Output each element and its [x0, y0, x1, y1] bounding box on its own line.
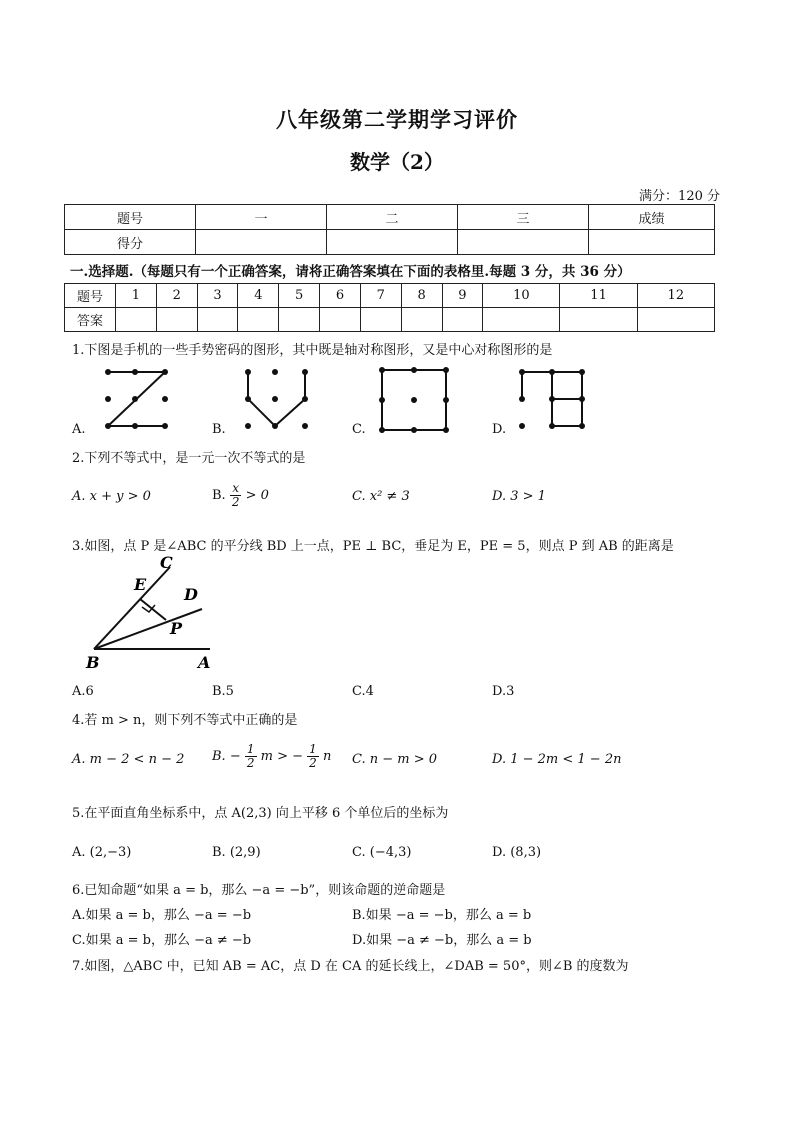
fraction-numerator: 1 — [309, 742, 317, 756]
question-2-stem: 2.下列不等式中，是一元一次不等式的是 — [72, 451, 306, 466]
question-7-stem: 7.如图，△ABC 中，已知 AB = AC，点 D 在 CA 的延长线上，∠DAB = 50°，则∠B 的度数为 — [72, 959, 629, 974]
answer-cell[interactable] — [116, 308, 157, 332]
fraction-numerator: x — [230, 482, 242, 496]
q2-option-b-prefix: B. — [212, 488, 226, 503]
q6-option-d[interactable]: D.如果 −a ≠ −b，那么 a = b — [352, 933, 532, 948]
q5-option-c[interactable]: C. (−4,3) — [352, 845, 412, 860]
answer-cell[interactable] — [401, 308, 442, 332]
answer-cell[interactable] — [156, 308, 197, 332]
score-table — [64, 204, 715, 255]
question-number: 10 — [483, 284, 560, 308]
question-number: 11 — [560, 284, 637, 308]
question-number: 7 — [360, 284, 401, 308]
label-p: P — [170, 619, 183, 638]
question-number: 3 — [197, 284, 238, 308]
q6-option-b[interactable]: B.如果 −a = −b，那么 a = b — [352, 908, 532, 923]
q2-option-b-fraction — [230, 482, 242, 509]
question-number: 6 — [320, 284, 361, 308]
q5-option-d[interactable]: D. (8,3) — [492, 845, 542, 860]
question-4-stem: 4.若 m > n，则下列不等式中正确的是 — [72, 713, 298, 728]
score-cell[interactable] — [327, 230, 458, 255]
gesture-pattern-square — [376, 364, 456, 434]
q6-option-c[interactable]: C.如果 a = b，那么 −a ≠ −b — [72, 933, 252, 948]
q4-option-d[interactable]: D. 1 − 2m < 1 − 2n — [492, 752, 622, 767]
gesture-pattern-v — [240, 364, 320, 434]
label-e: E — [134, 575, 147, 594]
q6-option-a[interactable]: A.如果 a = b，那么 −a = −b — [72, 908, 252, 923]
answer-cell[interactable] — [279, 308, 320, 332]
q2-option-a[interactable]: A. x + y > 0 — [72, 489, 151, 504]
question-number: 5 — [279, 284, 320, 308]
fraction-denominator: 2 — [246, 756, 255, 770]
score-table-header: 题号 — [65, 205, 196, 230]
score-table-header: 二 — [327, 205, 458, 230]
q4-option-b-mid: m > − — [260, 749, 304, 764]
answer-cell[interactable] — [637, 308, 714, 332]
answer-cell[interactable] — [442, 308, 483, 332]
q4-option-b[interactable] — [212, 743, 331, 770]
label-b: B — [86, 653, 100, 672]
q3-option-a[interactable]: A.6 — [72, 684, 94, 699]
label-a: A — [198, 653, 211, 672]
q4-option-b-tail: n — [322, 749, 332, 764]
answer-row-label: 答案 — [65, 308, 116, 332]
answer-row-label: 题号 — [65, 284, 116, 308]
score-table-header: 一 — [196, 205, 327, 230]
fraction-denominator: 2 — [231, 495, 240, 509]
score-cell[interactable] — [458, 230, 589, 255]
answer-cell[interactable] — [483, 308, 560, 332]
question-3-stem: 3.如图，点 P 是∠ABC 的平分线 BD 上一点，PE ⊥ BC，垂足为 E，PE = 5，则点 P 到 AB 的距离是 — [72, 539, 674, 554]
score-row-label: 得分 — [65, 230, 196, 255]
fraction-numerator: 1 — [246, 742, 255, 756]
q4-option-a[interactable]: A. m − 2 < n − 2 — [72, 752, 185, 767]
score-table-header: 三 — [458, 205, 589, 230]
full-score: 满分：120 分 — [639, 189, 720, 204]
answer-cell[interactable] — [560, 308, 637, 332]
q4-option-c[interactable]: C. n − m > 0 — [352, 752, 438, 767]
answer-cell[interactable] — [320, 308, 361, 332]
question-number: 2 — [156, 284, 197, 308]
question-number: 4 — [238, 284, 279, 308]
angle-bisector-figure — [80, 552, 220, 674]
score-table-header: 成绩 — [589, 205, 715, 230]
question-number: 8 — [401, 284, 442, 308]
answer-cell[interactable] — [238, 308, 279, 332]
question-number: 9 — [442, 284, 483, 308]
q2-option-c[interactable]: C. x² ≠ 3 — [352, 489, 410, 504]
q3-option-b[interactable]: B.5 — [212, 684, 234, 699]
q1-option-b[interactable]: B. — [212, 422, 226, 437]
answer-cell[interactable] — [197, 308, 238, 332]
q4-option-b-fraction-2 — [307, 743, 319, 770]
question-number: 1 — [116, 284, 157, 308]
q4-option-b-prefix: B. − — [212, 749, 241, 764]
q2-option-d[interactable]: D. 3 > 1 — [492, 489, 546, 504]
q1-option-a[interactable]: A. — [72, 422, 86, 437]
answer-table — [64, 283, 715, 332]
question-6-stem: 6.已知命题“如果 a = b，那么 −a = −b”，则该命题的逆命题是 — [72, 883, 446, 898]
q1-option-d[interactable]: D. — [492, 422, 507, 437]
section-heading: 一.选择题.（每题只有一个正确答案，请将正确答案填在下面的表格里.每题 3 分，共 36 分） — [70, 264, 631, 280]
question-1-stem: 1.下图是手机的一些手势密码的图形，其中既是轴对称图形，又是中心对称图形的是 — [72, 343, 553, 358]
label-c: C — [160, 553, 173, 572]
q2-option-b-tail: > 0 — [245, 488, 269, 503]
q1-option-c[interactable]: C. — [352, 422, 366, 437]
answer-cell[interactable] — [360, 308, 401, 332]
gesture-pattern-z — [100, 364, 180, 434]
q2-option-b[interactable] — [212, 482, 269, 509]
q3-option-c[interactable]: C.4 — [352, 684, 374, 699]
q4-option-b-fraction-1 — [245, 743, 257, 770]
label-d: D — [184, 585, 198, 604]
page-title: 八年级第二学期学习评价 — [276, 107, 518, 132]
q3-option-d[interactable]: D.3 — [492, 684, 515, 699]
page-subtitle: 数学（2） — [350, 150, 444, 174]
score-cell[interactable] — [589, 230, 715, 255]
question-number: 12 — [637, 284, 714, 308]
q5-option-b[interactable]: B. (2,9) — [212, 845, 261, 860]
question-5-stem: 5.在平面直角坐标系中，点 A(2,3) 向上平移 6 个单位后的坐标为 — [72, 806, 449, 821]
gesture-pattern-grid — [514, 364, 594, 434]
score-cell[interactable] — [196, 230, 327, 255]
fraction-denominator: 2 — [309, 756, 317, 770]
q5-option-a[interactable]: A. (2,−3) — [72, 845, 132, 860]
